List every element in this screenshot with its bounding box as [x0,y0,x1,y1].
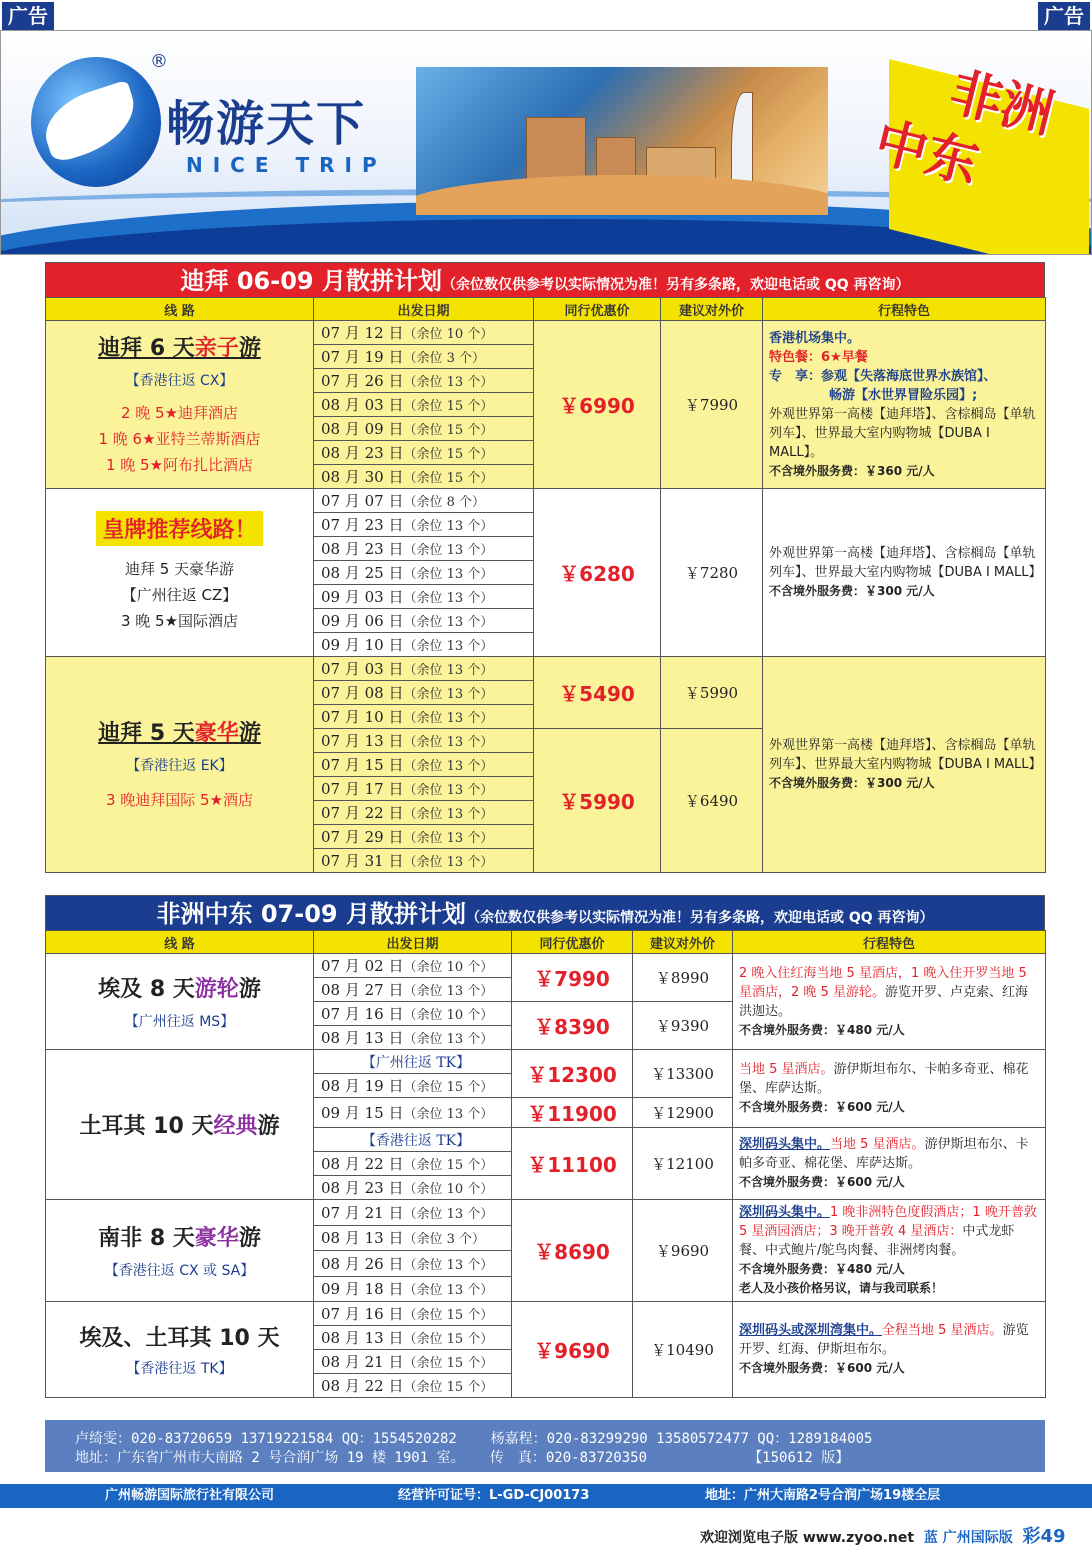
table-row [46,1302,1046,1326]
table-header-row [46,298,1046,321]
peer-price: ￥6990 [534,321,661,489]
hotel-line: 3 晚迪拜国际 5★酒店 [105,791,254,809]
date-cell: 07 月 23 日（余位 13 个） [314,513,534,537]
route-flight: 【广州往返 MS】 [124,1014,235,1030]
suggest-price: ￥9690 [633,1200,733,1302]
col-header: 同行优惠价 [534,298,661,321]
company-address: 地址：广州大南路2号合润广场19楼全层 [705,1488,941,1503]
col-header: 线 路 [46,298,314,321]
date-cell: 08 月 23 日（余位 13 个） [314,537,534,561]
table-row [46,321,1046,345]
hotel-line: 2 晚 5★迪拜酒店 [120,404,239,422]
suggest-price: ￥10490 [633,1302,733,1398]
edition-badge: 蓝 [923,1530,938,1546]
table-row [46,657,1046,681]
date-cell: 09 月 15 日（余位 13 个） [314,1098,512,1128]
flight-cell: 【香港往返 TK】 [314,1128,512,1152]
date-cell: 07 月 03 日（余位 13 个） [314,657,534,681]
africa-section-title [45,895,1045,931]
peer-price: ￥8690 [512,1200,633,1302]
date-cell: 07 月 15 日（余位 13 个） [314,753,534,777]
date-cell: 08 月 13 日（余位 15 个） [314,1326,512,1350]
itinerary-features: 外观世界第一高楼【迪拜塔】、含棕榈岛【单轨列车】、世界最大室内购物城【DUBA I MALL】 不含境外服务费：￥300 元/人 [763,657,1046,873]
date-cell: 07 月 26 日（余位 13 个） [314,369,534,393]
service-fee-note: 不含境外服务费：￥600 元/人 [739,1175,905,1189]
route-title: 迪拜 5 天豪华游 [98,721,261,746]
date-cell: 08 月 30 日（余位 15 个） [314,465,534,489]
itinerary-features: 深圳码头集中。当地 5 星酒店。游伊斯坦布尔、卡帕多奇亚、棉花堡、库萨达斯。 不含境外服务费：￥600 元/人 [733,1128,1046,1200]
address: 地址：广东省广州市大南路 2 号合润广场 19 楼 1901 室。 [75,1450,465,1466]
dubai-title: 迪拜 06-09 月散拼计划 [180,267,442,295]
contact-line-1 [75,1428,1015,1447]
date-cell: 07 月 17 日（余位 13 个） [314,777,534,801]
route-cell [46,489,314,657]
service-fee-note: 不含境外服务费：￥360 元/人 [769,463,935,478]
date-cell: 07 月 16 日（余位 10 个） [314,1002,512,1026]
table-row [46,489,1046,513]
suggest-price: ￥12900 [633,1098,733,1128]
route-title: 土耳其 10 天经典游 [79,1114,280,1139]
date-cell: 08 月 09 日（余位 15 个） [314,417,534,441]
suggest-price: ￥12100 [633,1128,733,1200]
date-cell: 09 月 10 日（余位 13 个） [314,633,534,657]
table-row [46,1050,1046,1074]
route-cell [46,1302,314,1398]
table-row [46,1200,1046,1226]
route-flight: 【广州往返 CZ】 [121,586,238,604]
peer-price: ￥8390 [512,1002,633,1050]
route-cell [46,1050,314,1200]
date-cell: 08 月 22 日（余位 15 个） [314,1152,512,1176]
route-flight: 【香港往返 CX】 [125,373,234,389]
col-header: 出发日期 [314,931,512,954]
page-number: 彩49 [1022,1526,1066,1547]
itinerary-features: 外观世界第一高楼【迪拜塔】、含棕榈岛【单轨列车】、世界最大室内购物城【DUBA I MALL】 不含境外服务费：￥300 元/人 [763,489,1046,657]
region-title-1: 非洲 [943,62,1060,146]
peer-price: ￥11900 [512,1098,633,1128]
contact-2: 杨嘉程：020-83299290 13580572477 QQ：1289184005 [490,1431,873,1447]
company-bar [0,1484,1092,1508]
date-cell: 09 月 18 日（余位 13 个） [314,1276,512,1302]
itinerary-features: 香港机场集中。 特色餐：6★早餐 专 享：参观【失落海底世界水族馆】、 畅游【水世界冒险乐园】; 外观世界第一高楼【迪拜塔】、含棕榈岛【单轨列车】、世界最大室内购物城【DUBA I MALL】。 不含境外服务费：￥360 元/人 [763,321,1046,489]
table-header-row [46,931,1046,954]
date-cell: 07 月 21 日（余位 13 个） [314,1200,512,1226]
peer-price: ￥12300 [512,1050,633,1098]
route-cell [46,657,314,873]
peer-price: ￥5990 [534,729,661,873]
tower-shape [731,92,753,187]
featured-badge: 皇牌推荐线路！ [96,511,262,546]
date-cell: 08 月 27 日（余位 13 个） [314,978,512,1002]
service-fee-note: 不含境外服务费：￥480 元/人 [739,1262,905,1276]
hotel-line: 1 晚 5★阿布扎比酒店 [105,456,254,474]
date-cell: 07 月 31 日（余位 13 个） [314,849,534,873]
date-cell: 07 月 19 日（余位 3 个） [314,345,534,369]
itinerary-features: 2 晚入住红海当地 5 星酒店，1 晚入住开罗当地 5 星酒店，2 晚 5 星游轮。游览开罗、卢克索、红海洪迦达。 不含境外服务费：￥480 元/人 [733,954,1046,1050]
date-cell: 08 月 25 日（余位 13 个） [314,561,534,585]
contact-footer [45,1420,1045,1472]
col-header: 建议对外价 [661,298,763,321]
date-cell: 09 月 06 日（余位 13 个） [314,609,534,633]
table-row [46,954,1046,978]
contact-line-2 [75,1447,1015,1466]
route-title: 迪拜 6 天亲子游 [98,336,261,361]
welcome-text: 欢迎浏览电子版 www.zyoo.net [700,1530,915,1546]
date-cell: 08 月 23 日（余位 10 个） [314,1176,512,1200]
dubai-table [45,297,1046,873]
date-cell: 07 月 12 日（余位 10 个） [314,321,534,345]
date-cell: 07 月 22 日（余位 13 个） [314,801,534,825]
route-flight: 【香港往返 CX 或 SA】 [104,1263,255,1279]
service-fee-note: 不含境外服务费：￥600 元/人 [739,1361,905,1375]
date-cell: 07 月 02 日（余位 10 个） [314,954,512,978]
col-header: 行程特色 [733,931,1046,954]
col-header: 同行优惠价 [512,931,633,954]
suggest-price: ￥6490 [661,729,763,873]
ad-label-right: 广告 [1038,2,1090,30]
date-cell: 08 月 22 日（余位 15 个） [314,1374,512,1398]
logo-text: 畅游天下 [166,96,367,152]
logo-english: NICE TRIP [186,153,387,177]
route-flight: 【香港往返 TK】 [126,1361,233,1377]
africa-title: 非洲中东 07-09 月散拼计划 [156,900,466,928]
dubai-note: （余位数仅供参考以实际情况为准！另有多条路，欢迎电话或 QQ 再咨询） [441,277,910,293]
flight-cell: 【广州往返 TK】 [314,1050,512,1074]
route-title: 迪拜 5 天豪华游 [124,560,235,578]
service-fee-note: 不含境外服务费：￥300 元/人 [769,776,935,790]
africa-note: （余位数仅供参考以实际情况为准！另有多条路，欢迎电话或 QQ 再咨询） [465,910,934,926]
fax: 传 真：020-83720350 [489,1450,648,1466]
service-fee-note: 不含境外服务费：￥480 元/人 [739,1022,905,1037]
version: 【150612 版】 [748,1450,850,1466]
route-cell [46,954,314,1050]
service-fee-note: 不含境外服务费：￥600 元/人 [739,1100,905,1114]
date-cell: 07 月 08 日（余位 13 个） [314,681,534,705]
company-name: 广州畅游国际旅行社有限公司 [105,1488,275,1503]
itinerary-features: 深圳码头或深圳湾集中。全程当地 5 星酒店。游览开罗、红海、伊斯坦布尔。 不含境外服务费：￥600 元/人 [733,1302,1046,1398]
header-banner [0,30,1092,255]
col-header: 行程特色 [763,298,1046,321]
peer-price: ￥7990 [512,954,633,1002]
peer-price: ￥11100 [512,1128,633,1200]
date-cell: 08 月 13 日（余位 3 个） [314,1225,512,1251]
peer-price: ￥5490 [534,657,661,729]
peer-price: ￥6280 [534,489,661,657]
africa-table [45,930,1046,1398]
date-cell: 08 月 19 日（余位 15 个） [314,1074,512,1098]
date-cell: 07 月 13 日（余位 13 个） [314,729,534,753]
date-cell: 08 月 21 日（余位 15 个） [314,1350,512,1374]
suggest-price: ￥13300 [633,1050,733,1098]
desert-dune [416,175,828,215]
route-title: 埃及 8 天游轮游 [98,977,261,1002]
service-fee-note: 不含境外服务费：￥300 元/人 [769,584,935,598]
registered-mark: ® [150,51,168,72]
route-cell [46,321,314,489]
itinerary-features: 深圳码头集中。1 晚非洲特色度假酒店；1 晚开普敦 5 星酒园酒店；3 晚开普敦 4 星酒店：中式龙虾餐、中式鲍片/鸵鸟肉餐、非洲烤肉餐。 不含境外服务费：￥480 元/人 老人及小孩价格另议，请与我司联系！ [733,1200,1046,1302]
col-header: 出发日期 [314,298,534,321]
page-info [700,1522,1066,1548]
route-cell [46,1200,314,1302]
date-cell: 07 月 07 日（余位 8 个） [314,489,534,513]
route-flight: 【香港往返 EK】 [126,758,233,774]
date-cell: 07 月 16 日（余位 15 个） [314,1302,512,1326]
date-cell: 08 月 23 日（余位 15 个） [314,441,534,465]
region-title-2: 中东 [868,112,985,196]
date-cell: 07 月 29 日（余位 13 个） [314,825,534,849]
date-cell: 08 月 26 日（余位 13 个） [314,1251,512,1277]
special-note: 老人及小孩价格另议，请与我司联系！ [739,1281,944,1295]
suggest-price: ￥9390 [633,1002,733,1050]
col-header: 建议对外价 [633,931,733,954]
contact-1: 卢绮雯：020-83720659 13719221584 QQ：1554520282 [75,1431,457,1447]
suggest-price: ￥7280 [661,489,763,657]
ad-label-left: 广告 [2,2,54,30]
destination-photo [416,67,828,215]
route-title: 埃及、土耳其 10 天 [79,1326,280,1351]
suggest-price: ￥7990 [661,321,763,489]
date-cell: 08 月 13 日（余位 13 个） [314,1026,512,1050]
suggest-price: ￥8990 [633,954,733,1002]
hotel-line: 3 晚 5★国际酒店 [120,612,239,630]
date-cell: 08 月 03 日（余位 15 个） [314,393,534,417]
edition-name: 广州国际版 [942,1530,1013,1546]
route-title: 南非 8 天豪华游 [98,1226,261,1251]
dubai-section-title [45,262,1045,298]
hotel-line: 1 晚 6★亚特兰蒂斯酒店 [98,430,261,448]
license-number: 经营许可证号：L-GD-CJ00173 [398,1488,590,1503]
date-cell: 07 月 10 日（余位 13 个） [314,705,534,729]
itinerary-features: 当地 5 星酒店。游伊斯坦布尔、卡帕多奇亚、棉花堡、库萨达斯。 不含境外服务费：￥600 元/人 [733,1050,1046,1128]
col-header: 线 路 [46,931,314,954]
peer-price: ￥9690 [512,1302,633,1398]
suggest-price: ￥5990 [661,657,763,729]
date-cell: 09 月 03 日（余位 13 个） [314,585,534,609]
